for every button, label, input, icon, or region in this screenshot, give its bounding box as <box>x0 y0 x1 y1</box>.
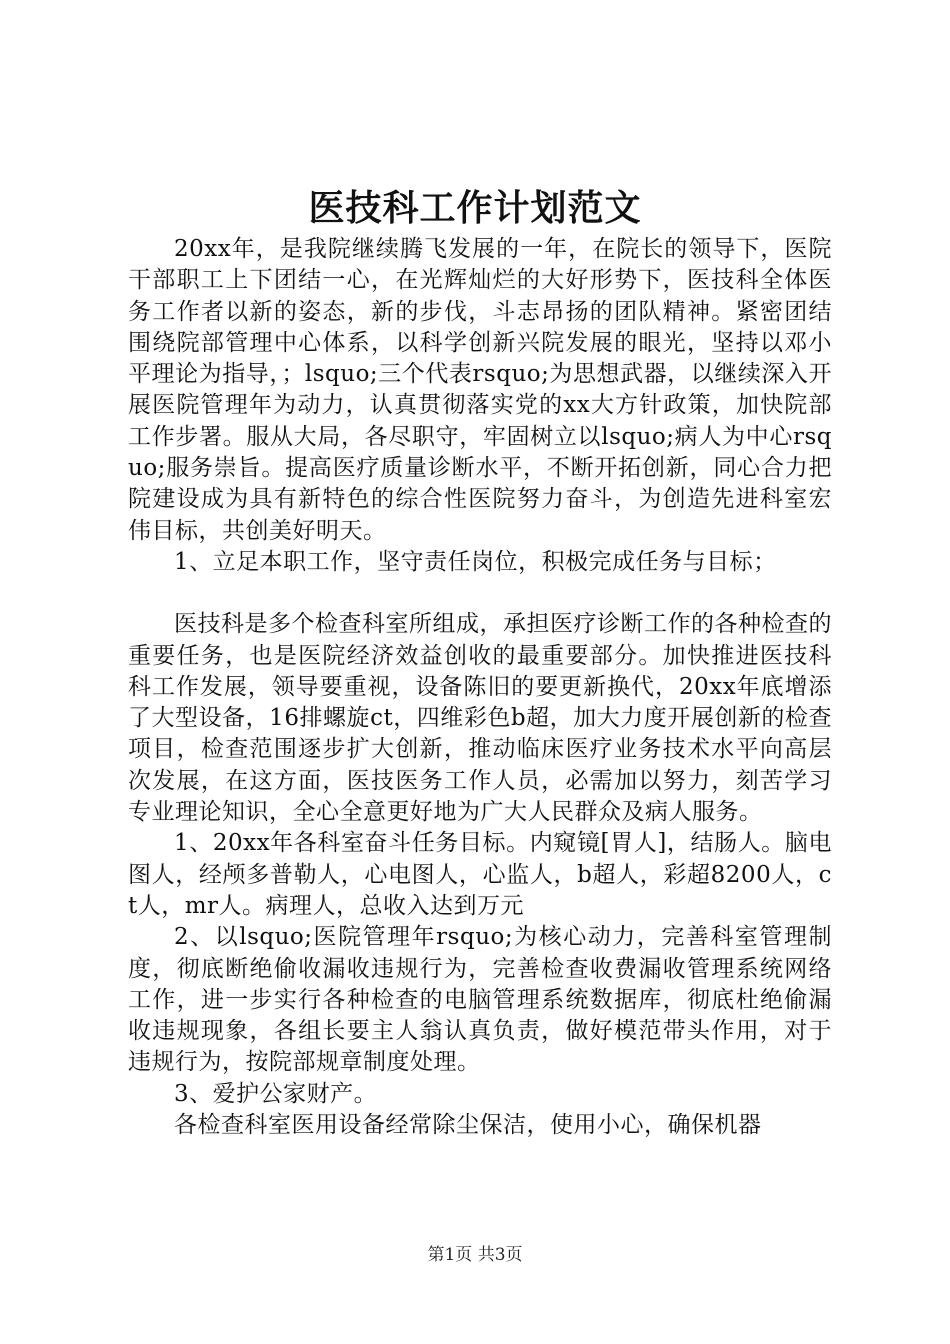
paragraph-section-1-heading: 1、立足本职工作，坚守责任岗位，积极完成任务与目标； <box>174 548 777 575</box>
paragraph-intro: 20xx年，是我院继续腾飞发展的一年，在院长的领导下，医院干部职工上下团结一心，在光辉灿烂的大好形势下，医技科全体医务工作者以新的姿态，新的步伐，斗志昂扬的团队精神。紧密团结围绕院部管理中心体系，以科学创新兴院发展的眼光，坚持以邓小平理论为指导，；lsquo;三个代表rsquo;为思想武器，以继续深入开展医院管理年为动力，认真贯彻落实党的xx大方针政策，加快院部工作步署。服从大局，各尽职守，牢固树立以lsquo;病人为中心rsquo;服务崇旨。提高医疗质量诊断水平，不断开拓创新，同心合力把院建设成为具有新特色的综合性医院努力奋斗，为创造先进科室宏伟目标，共创美好明天。 <box>128 236 832 544</box>
paragraph-item-2-management: 2、以lsquo;医院管理年rsquo;为核心动力，完善科室管理制度，彻底断绝偷收漏收违规行为，完善检查收费漏收管理系统网络工作，进一步实行各种检查的电脑管理系统数据库，彻底杜绝偷漏收违规现象，各组长要主人翁认真负责，做好模范带头作用，对于违规行为，按院部规章制度处理。 <box>128 924 832 1076</box>
paragraph-equipment-care: 各检查科室医用设备经常除尘保洁，使用小心，确保机器 <box>174 1112 762 1139</box>
paragraph-item-1-targets: 1、20xx年各科室奋斗任务目标。内窥镜[胃人]，结肠人。脑电图人，经颅多普勒人，心电图人，心监人，b超人，彩超8200人，ct人，mr人。病理人，总收入达到万元 <box>128 830 832 919</box>
document-title: 医技科工作计划范文 <box>308 187 642 229</box>
document-body <box>128 234 832 1141</box>
paragraph-department-overview: 医技科是多个检查科室所组成，承担医疗诊断工作的各种检查的重要任务，也是医院经济效益创收的最重要部分。加快推进医技科科工作发展，领导要重视，设备陈旧的要更新换代，20xx年底增添了大型设备，16排螺旋ct，四维彩色b超，加大力度开展创新的检查项目，检查范围逐步扩大创新，推动临床医疗业务技术水平向高层次发展，在这方面，医技医务工作人员，必需加以努力，刻苦学习专业理论知识，全心全意更好地为广大人民群众及病人服务。 <box>128 611 832 826</box>
page-footer: 第1页 共3页 <box>427 1245 523 1265</box>
paragraph-item-3-property: 3、爱护公家财产。 <box>174 1080 378 1107</box>
